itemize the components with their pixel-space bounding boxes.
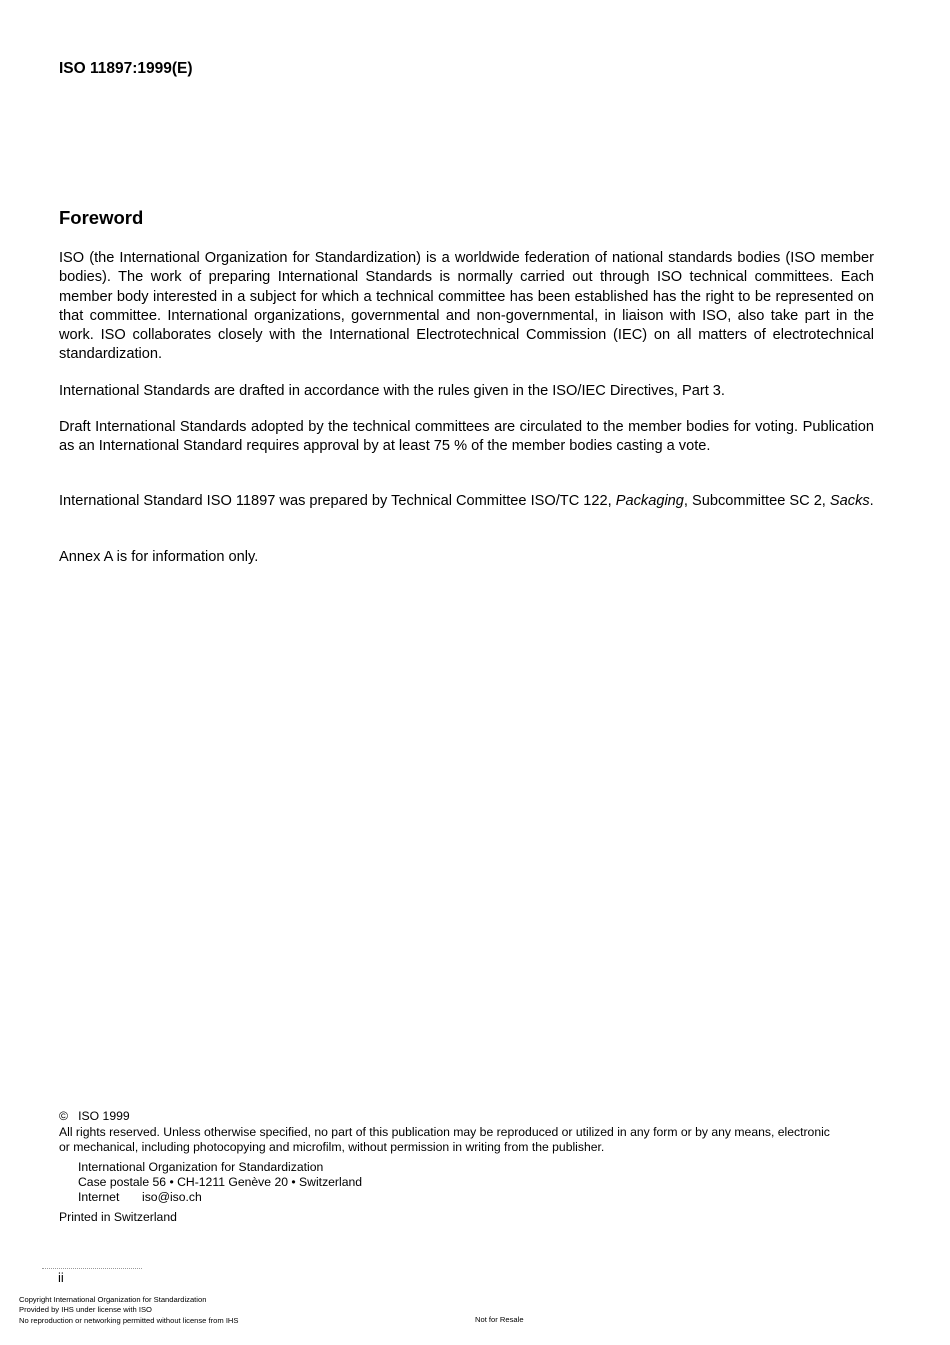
- internet-email: iso@iso.ch: [142, 1190, 202, 1205]
- copyright-symbol: ©: [59, 1109, 68, 1123]
- page-number-divider: [42, 1268, 142, 1271]
- foreword-heading: Foreword: [59, 207, 144, 228]
- postal-address: Case postale 56 • CH-1211 Genève 20 • Switzerland: [78, 1175, 363, 1190]
- document-code: ISO 11897:1999(E): [59, 60, 193, 77]
- not-for-resale-notice: Not for Resale: [475, 1315, 524, 1324]
- printed-in: Printed in Switzerland: [59, 1210, 177, 1224]
- subcommittee-title-sacks: Sacks: [829, 493, 870, 509]
- copyright-year: ISO 1999: [78, 1109, 130, 1123]
- org-name: International Organization for Standardization: [78, 1160, 324, 1174]
- iso-address: [78, 1160, 362, 1206]
- ihs-license-footer: Copyright International Organization for Standardization Provided by IHS under license with ISO No reproduction or networking permitted without license from IHS: [19, 1295, 239, 1325]
- copyright-notice: [59, 1109, 874, 1156]
- foreword-paragraph-4: International Standard ISO 11897 was prepared by Technical Committee ISO/TC 122, Packaging, Subcommittee SC 2, Sacks.: [59, 493, 874, 509]
- foreword-paragraph-5: Annex A is for information only.: [59, 549, 259, 565]
- rights-line-2: or mechanical, including photocopying and microfilm, without permission in writing from the publisher.: [59, 1140, 605, 1154]
- foreword-paragraph-2: International Standards are drafted in accordance with the rules given in the ISO/IEC Directives, Part 3.: [59, 383, 725, 399]
- foreword-paragraph-3: Draft International Standards adopted by the technical committees are circulated to the member bodies for voting. Publication as an International Standard requires approval by at least 75 % of the member bodies casting a vote.: [59, 419, 874, 455]
- committee-title-packaging: Packaging: [615, 493, 684, 509]
- internet-label: Internet: [78, 1190, 120, 1205]
- page-number: ii: [58, 1270, 64, 1285]
- foreword-paragraph-1: ISO (the International Organization for Standardization) is a worldwide federation of national standards bodies (ISO member bodies). The work of preparing International Standards is normally carried out through ISO technical committees. Each member body interested in a subject for which a technical committee has been established has the right to be represented on that committee. International organizations, governmental and non-governmental, in liaison with ISO, also take part in the work. ISO collaborates closely with the International Electrotechnical Commission (IEC) on all matters of electrotechnical standardization.: [59, 250, 874, 363]
- rights-line-1: All rights reserved. Unless otherwise specified, no part of this publication may be reproduced or utilized in any form or by any means, electronic: [59, 1124, 830, 1139]
